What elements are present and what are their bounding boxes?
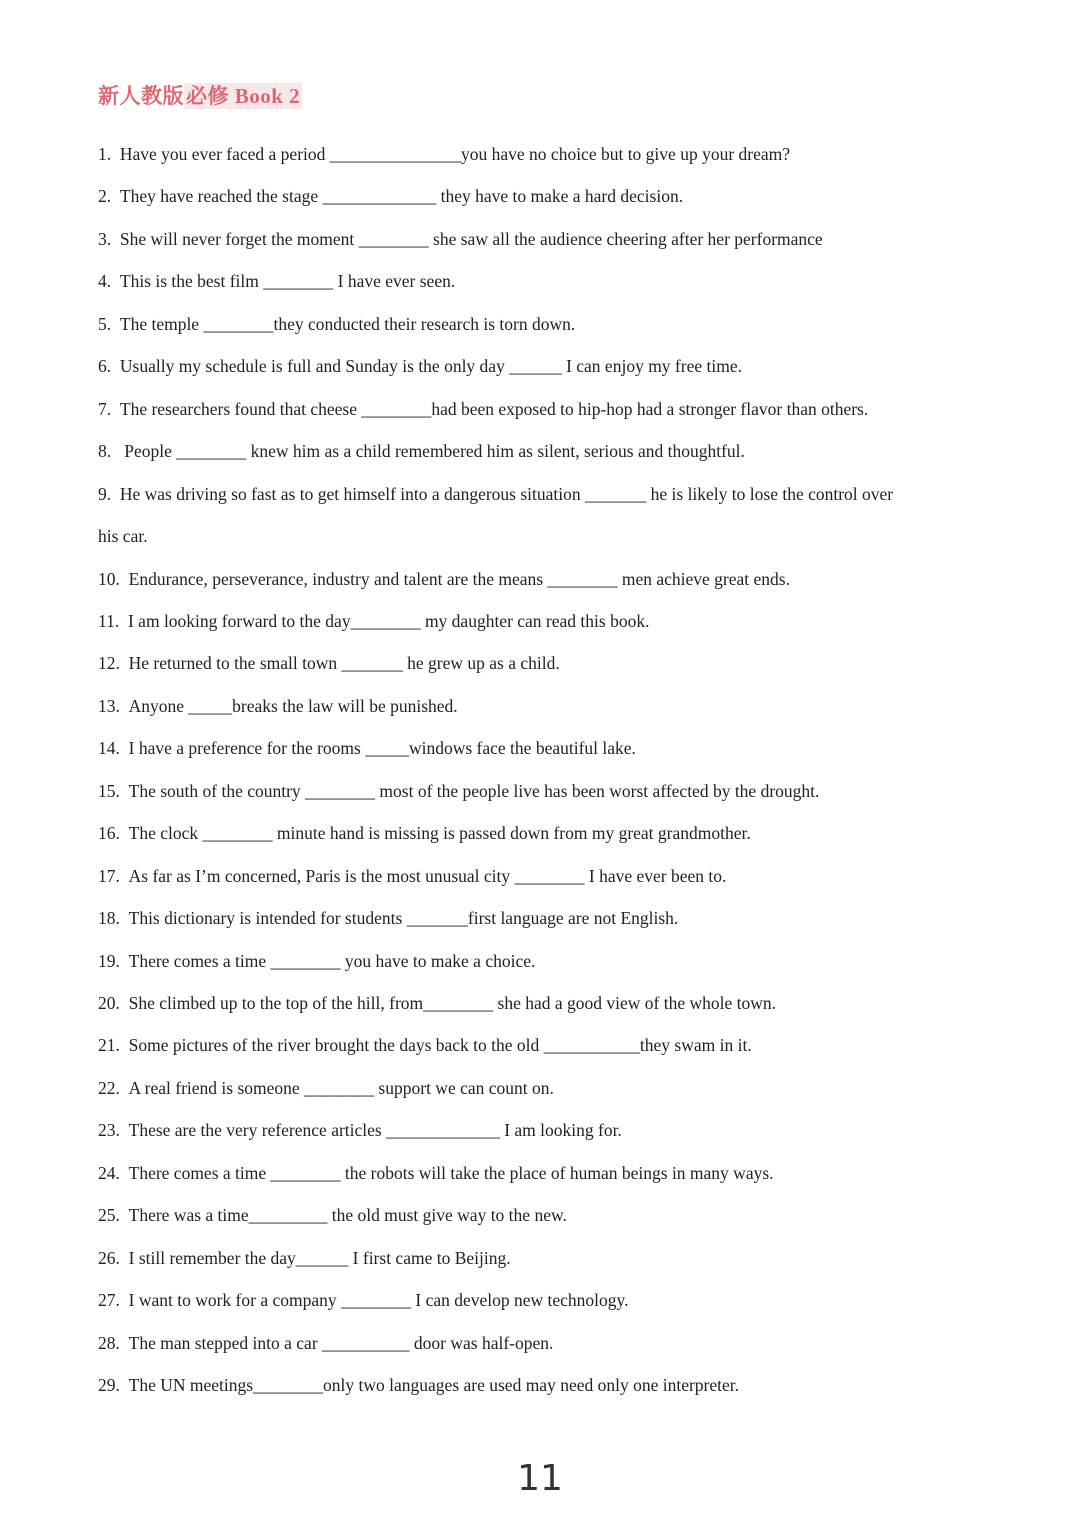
question-text: The UN meetings________only two languages are used may need only one interpreter.: [128, 1375, 740, 1396]
question-number: 21.: [98, 1035, 120, 1056]
question-text: I am looking forward to the day________ my daughter can read this book.: [127, 610, 650, 631]
question-item: [98, 355, 742, 377]
question-number: 2.: [98, 186, 112, 207]
question-text: The temple ________they conducted their research is torn down.: [119, 313, 576, 334]
question-number: 19.: [98, 950, 120, 971]
question-text: The researchers found that cheese ________had been exposed to hip-hop had a stronger flavor than others.: [119, 398, 869, 419]
question-number: 10.: [98, 568, 120, 589]
question-number: 9.: [98, 483, 112, 504]
question-text: A real friend is someone ________ support we can count on.: [128, 1077, 554, 1098]
question-item: [98, 737, 636, 759]
question-number: 29.: [98, 1375, 120, 1396]
question-number: 13.: [98, 695, 120, 716]
question-item: [98, 1289, 629, 1311]
question-text: Have you ever faced a period _______________you have no choice but to give up your dream?: [119, 144, 791, 164]
header-highlighted: 必修 Book 2: [186, 84, 301, 108]
question-text: The man stepped into a car __________ door was half-open.: [128, 1332, 554, 1353]
question-item: [98, 652, 560, 674]
question-text: Endurance, perseverance, industry and talent are the means ________ men achieve great ends.: [128, 568, 790, 589]
question-item: [98, 440, 745, 462]
question-text: As far as I’m concerned, Paris is the most unusual city ________ I have ever been to.: [128, 865, 727, 886]
question-text: He was driving so fast as to get himself into a dangerous situation _______ he is likely to lose the control over: [119, 483, 894, 504]
question-item: [98, 610, 649, 632]
question-number: 1.: [98, 144, 112, 164]
question-item: [98, 822, 751, 844]
question-number: 11.: [98, 610, 120, 631]
question-number: 24.: [98, 1162, 120, 1183]
question-number: 15.: [98, 780, 120, 801]
question-item: [98, 1162, 774, 1184]
question-number: 8.: [98, 441, 112, 462]
question-number: 5.: [98, 313, 112, 334]
question-number: 17.: [98, 865, 120, 886]
question-number: 7.: [98, 398, 112, 419]
question-item: [98, 143, 790, 165]
question-item: [98, 1204, 567, 1226]
question-number: 16.: [98, 823, 120, 844]
question-number: 4.: [98, 271, 112, 292]
question-text: They have reached the stage _____________ they have to make a hard decision.: [119, 186, 684, 207]
question-text: This dictionary is intended for students _______first language are not English.: [128, 908, 679, 929]
question-item: [98, 695, 458, 717]
question-number: 22.: [98, 1077, 120, 1098]
question-item: [98, 185, 683, 207]
question-item: [98, 1119, 622, 1141]
question-number: 3.: [98, 228, 112, 249]
question-text: Some pictures of the river brought the days back to the old ___________they swam in it.: [128, 1035, 752, 1056]
question-item: [98, 270, 455, 292]
question-item: [98, 1077, 554, 1099]
question-text: I want to work for a company ________ I can develop new technology.: [128, 1290, 629, 1311]
question-item: [98, 1332, 553, 1354]
question-text: Anyone _____breaks the law will be punished.: [128, 695, 458, 716]
question-text: These are the very reference articles _____________ I am looking for.: [128, 1120, 622, 1141]
question-item: [98, 398, 868, 420]
question-item: [98, 907, 678, 929]
header-prefix: 新人教版: [98, 83, 184, 108]
question-item: [98, 992, 776, 1014]
question-text: I have a preference for the rooms _____windows face the beautiful lake.: [128, 738, 636, 759]
question-number: 27.: [98, 1290, 120, 1311]
question-text: There was a time_________ the old must give way to the new.: [128, 1205, 567, 1226]
question-item: [98, 568, 790, 590]
question-text: People ________ knew him as a child remembered him as silent, serious and thoughtful.: [119, 441, 745, 462]
page-number: 11: [517, 1458, 563, 1499]
question-number: 6.: [98, 356, 112, 377]
question-number: 28.: [98, 1332, 120, 1353]
question-text: Usually my schedule is full and Sunday is the only day ______ I can enjoy my free time.: [119, 356, 742, 377]
question-item: [98, 1247, 511, 1269]
question-text: She will never forget the moment ________ she saw all the audience cheering after her performance: [119, 228, 823, 249]
question-text: I still remember the day______ I first came to Beijing.: [128, 1247, 511, 1268]
question-text-continuation: his car.: [98, 526, 148, 547]
header-label: [98, 80, 302, 110]
question-number: 12.: [98, 653, 120, 674]
question-item: [98, 228, 823, 250]
question-item: [98, 1374, 739, 1396]
question-text: The clock ________ minute hand is missing is passed down from my great grandmother.: [128, 823, 751, 844]
question-text: There comes a time ________ the robots will take the place of human beings in many ways.: [128, 1162, 774, 1183]
question-number: 25.: [98, 1205, 120, 1226]
question-text: There comes a time ________ you have to make a choice.: [128, 950, 536, 971]
question-item: [98, 780, 819, 802]
question-text: He returned to the small town _______ he grew up as a child.: [128, 653, 560, 674]
question-text: She climbed up to the top of the hill, from________ she had a good view of the whole town.: [128, 993, 777, 1013]
question-number: 14.: [98, 738, 120, 759]
question-number: 26.: [98, 1247, 120, 1268]
question-item: [98, 950, 535, 972]
question-item: [98, 313, 575, 335]
question-item: [98, 1034, 752, 1056]
question-text: This is the best film ________ I have ever seen.: [119, 271, 456, 292]
question-number: 18.: [98, 908, 120, 929]
question-number: 23.: [98, 1120, 120, 1141]
question-number: 20.: [98, 993, 120, 1013]
question-item: [98, 483, 893, 505]
question-text: The south of the country ________ most of the people live has been worst affected by the drought.: [128, 780, 820, 801]
question-item: [98, 865, 726, 887]
